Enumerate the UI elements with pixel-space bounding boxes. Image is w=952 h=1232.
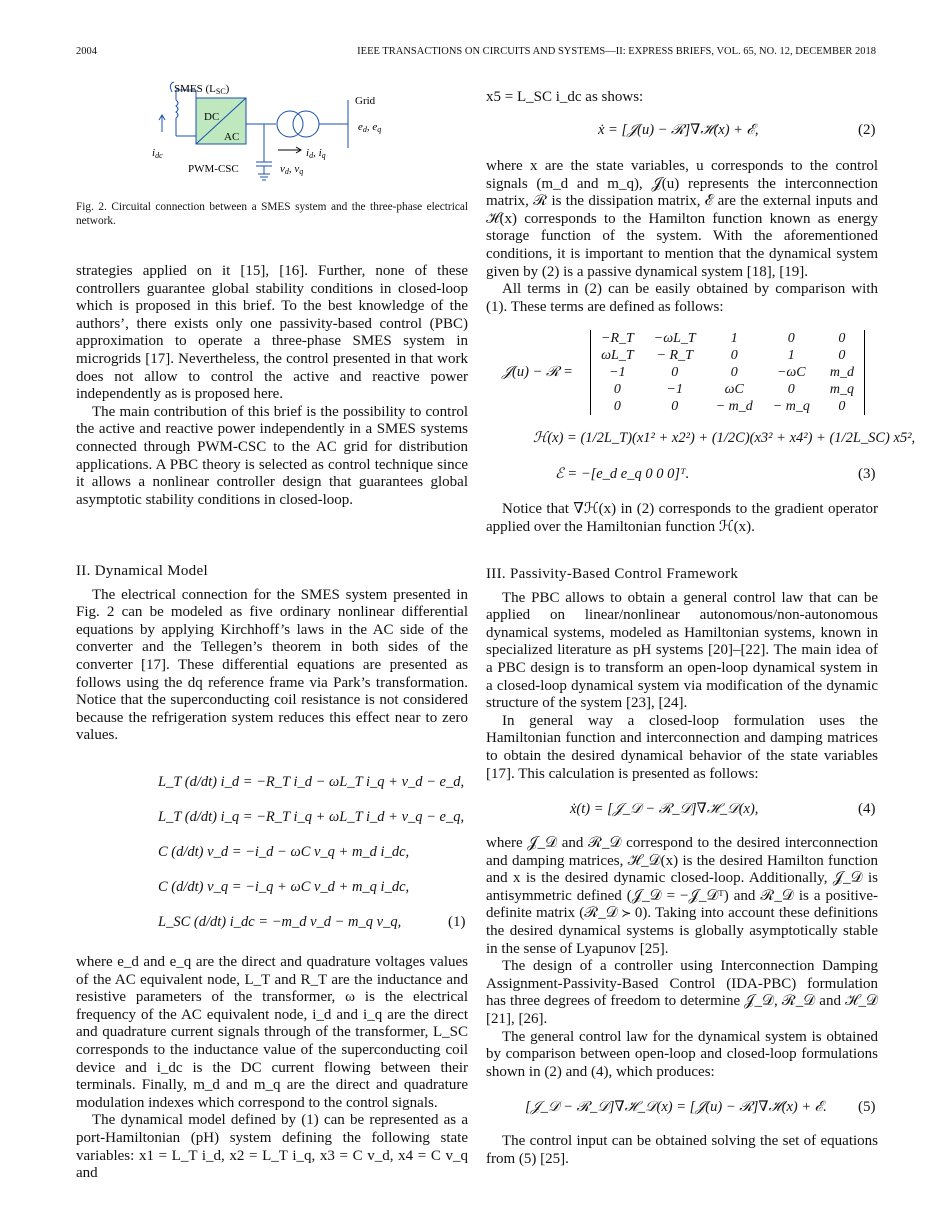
paragraph: strategies applied on it [15], [16]. Further, none of these controllers guarantee global stability conditions in closed-loop which is proposed in this brief. To the best knowledge of the authors’, there exists only one passivity-based control (PBC) approximation to operate a three-phase SMES system in microgrids [17]. Nevertheless, the control presented in that work does not allow to control the active and reactive power independently as is proposed here. — [76, 263, 468, 403]
right-column-5 — [486, 835, 878, 1081]
figure-caption: Fig. 2. Circuital connection between a SMES system and the three-phase electrical network. — [76, 201, 468, 227]
right-column-6 — [486, 1133, 878, 1168]
dc-label: DC — [204, 111, 220, 123]
paragraph: x5 = L_SC i_dc as shows: — [486, 89, 644, 105]
smes-label: SMES (LSC) — [174, 83, 230, 96]
id-iq-label: id, iq — [306, 147, 326, 160]
grid-label: Grid — [355, 95, 376, 107]
right-column-2 — [486, 158, 878, 316]
right-column — [486, 89, 878, 107]
paragraph: where 𝒥_𝒟 and ℛ_𝒟 correspond to the desired interconnection and damping matrices, ℋ_𝒟(x) is the desired Hamilton function and x is the desired dynamic closed-loop. Additionally, 𝒥_𝒟 is antisymmetric defined (𝒥_𝒟 = −𝒥_𝒟ᵀ) and ℛ_𝒟 is a positive-definite matrix (ℛ_𝒟 ≻ 0). Taking into account these definitions the desired dynamical systems is globally asymptotically stable in the sense of Lyapunov [25]. — [486, 835, 878, 957]
equation-number: (3) — [858, 466, 876, 482]
left-column — [76, 263, 468, 509]
paragraph: where x are the state variables, u corresponds to the control signals (m_d and m_q), 𝒥(u) represents the interconnection matrix, ℛ is the dissipation matrix, ℰ are the external inputs and ℋ(x) corresponds to the Hamilton function known as energy storage function of the system. With the aforementioned conditions, it is important to mention that the dynamical system given by (2) is a passive dynamical system [18], [19]. — [486, 158, 878, 280]
external-input-eq: ℰ = −[e_d e_q 0 0 0]ᵀ. — [555, 466, 690, 482]
equation-number: (1) — [448, 914, 466, 930]
paragraph: The main contribution of this brief is the possibility to control the active and reactive power independently in a SMES systems connected through PWM-CSC to the AC grid for distribution applications. A PBC theory is selected as control technique since it allows a nonlinear controller design that guarantees global asymptotic stability conditions in closed-loop. — [76, 403, 468, 508]
section-heading: II. Dynamical Model — [76, 563, 208, 579]
right-column-4 — [486, 566, 878, 783]
interconnection-matrix: −R_T −ωL_T 1 0 0 ωL_T − R_T 0 1 0 −1 0 0 −ωC m_d 0 −1 ωC 0 m_q 0 0 − m_d − m_q 0 — [590, 330, 865, 415]
paragraph: The control input can be obtained solving the set of equations from (5) [25]. — [486, 1133, 878, 1167]
circuit-figure — [150, 78, 450, 188]
equation-2: ẋ = [𝒥(u) − ℛ]∇ℋ(x) + ℰ, — [598, 122, 759, 138]
vd-vq-label: vd, vq — [280, 163, 304, 176]
paragraph: The electrical connection for the SMES system presented in Fig. 2 can be modeled as five ordinary nonlinear differential equations by applying Kirchhoff’s laws in the AC side of the converter and the Tellegen’s theorem in both sides of the converter [17]. These differential equations are presented as follows using the dq reference frame via Park’s transformation. Notice that the superconducting coil resistance is not considered because the refrigeration system reduces this effect near to zero values. — [76, 586, 468, 744]
left-column-3 — [76, 954, 468, 1183]
pwm-label: PWM-CSC — [188, 163, 239, 175]
paragraph: All terms in (2) can be easily obtained by comparison with (1). These terms are defined as follows: — [486, 281, 878, 315]
running-header: IEEE TRANSACTIONS ON CIRCUITS AND SYSTEMS—II: EXPRESS BRIEFS, VOL. 65, NO. 12, DECEMBER 2018 — [357, 46, 876, 57]
ac-label: AC — [224, 131, 240, 143]
equation-number: (5) — [858, 1099, 876, 1115]
paragraph: In general way a closed-loop formulation uses the Hamiltonian function and interconnection and damping matrices to obtain the desired dynamical behavior of the state variables [17]. This calculation is presented as follows: — [486, 712, 878, 782]
equation-number: (4) — [858, 801, 876, 817]
left-column-2 — [76, 563, 468, 745]
equation-1: L_T (d/dt) i_d = −R_T i_d − ωL_T i_q + v_d − e_d, L_T (d/dt) i_q = −R_T i_q + ωL_T i_d + v_q − e_q, C (d/dt) v_d = −i_d − ωC v_q + m_d i_dc, C (d/dt) v_q = −i_q + ωC v_d + m_q i_dc, L_SC (d/dt) i_dc = −m_d v_d − m_q v_q, — [158, 774, 465, 930]
ed-eq-label: ed, eq — [358, 121, 382, 134]
right-column-3 — [486, 501, 878, 536]
idc-label: idc — [152, 147, 163, 160]
equation-5: [𝒥_𝒟 − ℛ_𝒟]∇ℋ_𝒟(x) = [𝒥(u) − ℛ]∇ℋ(x) + ℰ. — [525, 1099, 827, 1115]
paragraph: The PBC allows to obtain a general control law that can be applied on linear/nonlinear autonomous/non-autonomous dynamical systems, modeled as Hamiltonian systems, known in specialized literature as pH systems [20]–[22]. The main idea of a PBC design is to transform an open-loop dynamical system in a closed-loop dynamical system via modification of the dynamic structure of the system [23], [24]. — [486, 589, 878, 712]
equation-number: (2) — [858, 122, 876, 138]
equation-4: ẋ(t) = [𝒥_𝒟 − ℛ_𝒟]∇ℋ_𝒟(x), — [570, 801, 759, 817]
paragraph: The dynamical model defined by (1) can be represented as a port-Hamiltonian (pH) system defining the following state variables: x1 = L_T i_d, x2 = L_T i_q, x3 = C v_d, x4 = C v_q and — [76, 1112, 468, 1182]
section-heading: III. Passivity-Based Control Framework — [486, 566, 739, 582]
paragraph: The general control law for the dynamical system is obtained by comparison between open-loop and closed-loop formulations shown in (2) and (4), which produces: — [486, 1028, 878, 1080]
hamiltonian-eq: ℋ(x) = (1/2L_T)(x1² + x2²) + (1/2C)(x3² + x4²) + (1/2L_SC) x5², — [533, 430, 916, 446]
paragraph: where e_d and e_q are the direct and quadrature voltages values of the AC equivalent node, L_T and R_T are the inductance and resistive parameters of the transformer, ω is the electrical frequency of the AC equivalent node, i_d and i_q are the direct and quadrature current signals through of the transformer, L_SC corresponds to the inductance value of the superconducting coil device and i_dc is the DC current flowing between their terminals. Finally, m_d and m_q are the direct and quadrature modulation indexes which correspond to the control signals. — [76, 954, 468, 1111]
paragraph: The design of a controller using Interconnection Damping Assignment-Passivity-Based Control (IDA-PBC) formulation has three degrees of freedom to determine 𝒥_𝒟, ℛ_𝒟 and ℋ_𝒟 [21], [26]. — [486, 958, 878, 1027]
paragraph: Notice that ∇ℋ(x) in (2) corresponds to the gradient operator applied over the Hamiltonian function ℋ(x). — [486, 501, 878, 535]
matrix-lhs: 𝒥(u) − ℛ = — [502, 364, 573, 380]
page-number: 2004 — [76, 46, 97, 57]
